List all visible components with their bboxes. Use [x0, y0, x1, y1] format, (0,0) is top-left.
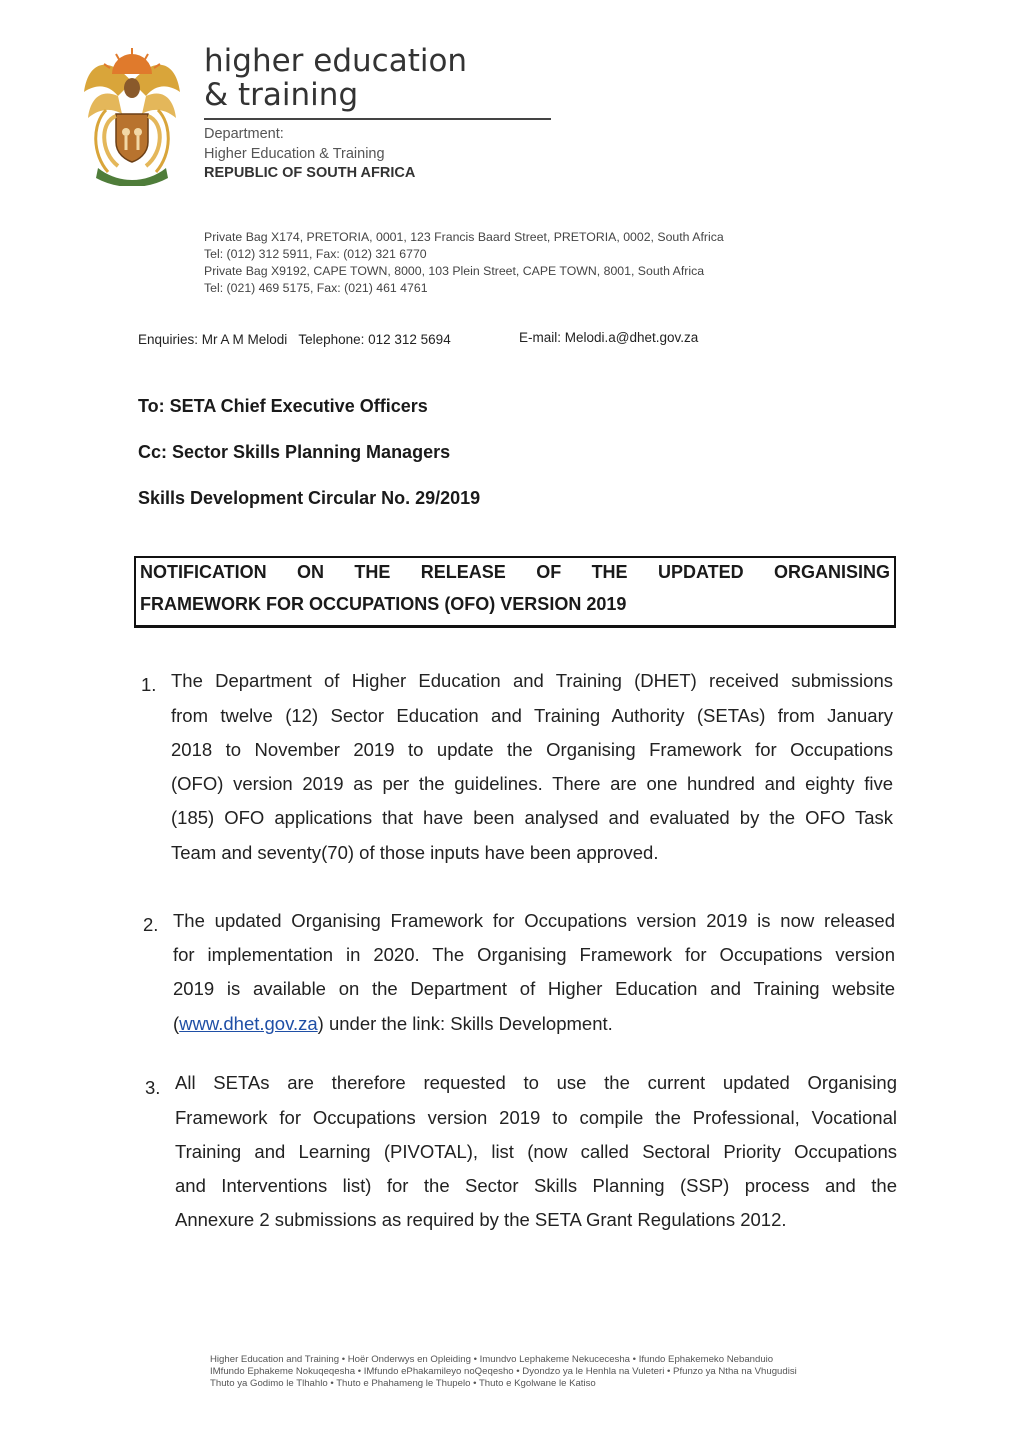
- department-title-line1: higher education: [204, 43, 468, 79]
- footer-line: Thuto ya Godimo le Tlhahlo • Thuto e Phahameng le Thupelo • Thuto e Kgolwane le Katiso: [210, 1378, 596, 1389]
- recipient-to: To: SETA Chief Executive Officers: [138, 396, 428, 416]
- department-name: Higher Education & Training: [204, 146, 385, 162]
- circular-number: Skills Development Circular No. 29/2019: [138, 488, 481, 508]
- paragraph-number: 2.: [143, 914, 159, 935]
- contact-email: E-mail: Melodi.a@dhet.gov.za: [519, 330, 699, 345]
- footer-line: Higher Education and Training • Hoër Onderwys en Opleiding • Imundvo Lephakeme Nekucecesha • Ifundo Ephakemeko Nebanduio: [210, 1354, 774, 1365]
- department-label: Department:: [204, 126, 284, 142]
- coat-of-arms-icon: [78, 44, 186, 186]
- paragraph-line: Annexure 2 submissions as required by the SETA Grant Regulations 2012.: [175, 1209, 787, 1230]
- notification-title-line1: NOTIFICATION ON THE RELEASE OF THE UPDATED ORGANISING: [140, 562, 890, 582]
- title-divider: [204, 118, 551, 120]
- paragraph-line: All SETAs are therefore requested to use the current updated Organising: [175, 1072, 897, 1093]
- link-trailing-text: ) under the link: Skills Development.: [317, 1013, 613, 1034]
- footer-languages: [210, 1354, 866, 1390]
- paragraph-line: [173, 1013, 613, 1035]
- paragraph-line: Framework for Occupations version 2019 to compile the Professional, Vocational: [175, 1107, 897, 1128]
- enquiries-contact: Enquiries: Mr A M Melodi Telephone: 012 312 5694: [138, 332, 451, 347]
- paragraph-line: The updated Organising Framework for Occupations version 2019 is now released: [173, 910, 895, 931]
- dhet-website-link[interactable]: www.dhet.gov.za: [179, 1013, 318, 1034]
- footer-line: IMfundo Ephakeme Nokuqeqesha • IMfundo ePhakamileyo noQeqesho • Dyondzo ya le Henhla na Vuleteri • Pfunzo ya Ntha na Vhugudisi: [210, 1366, 797, 1377]
- recipient-cc: Cc: Sector Skills Planning Managers: [138, 442, 451, 462]
- paragraph-line: for implementation in 2020. The Organising Framework for Occupations version: [173, 944, 895, 965]
- paragraph-line: Team and seventy(70) of those inputs have been approved.: [171, 842, 659, 863]
- address-line: Private Bag X9192, CAPE TOWN, 8000, 103 Plein Street, CAPE TOWN, 8001, South Africa: [204, 264, 705, 278]
- link-open-paren: (: [173, 1013, 180, 1034]
- address-line: Tel: (021) 469 5175, Fax: (021) 461 4761: [204, 281, 428, 295]
- paragraph-line: and Interventions list) for the Sector Skills Planning (SSP) process and the: [175, 1175, 897, 1196]
- paragraph-line: 2018 to November 2019 to update the Organising Framework for Occupations: [171, 739, 893, 760]
- paragraph-line: The Department of Higher Education and Training (DHET) received submissions: [171, 670, 893, 691]
- paragraph-line: (185) OFO applications that have been analysed and evaluated by the OFO Task: [171, 807, 893, 828]
- country-name: REPUBLIC OF SOUTH AFRICA: [204, 165, 416, 181]
- address-line: Private Bag X174, PRETORIA, 0001, 123 Francis Baard Street, PRETORIA, 0002, South Africa: [204, 230, 724, 244]
- paragraph-line: (OFO) version 2019 as per the guidelines. There are one hundred and eighty five: [171, 773, 893, 794]
- department-title-line2: & training: [204, 77, 359, 113]
- paragraph-number: 3.: [145, 1077, 161, 1098]
- paragraph-line: from twelve (12) Sector Education and Training Authority (SETAs) from January: [171, 705, 893, 726]
- paragraph-line: 2019 is available on the Department of Higher Education and Training website: [173, 978, 895, 999]
- paragraph-number: 1.: [141, 674, 157, 695]
- paragraph-line: Training and Learning (PIVOTAL), list (now called Sectoral Priority Occupations: [175, 1141, 897, 1162]
- address-line: Tel: (012) 312 5911, Fax: (012) 321 6770: [204, 247, 427, 261]
- notification-title-line2: FRAMEWORK FOR OCCUPATIONS (OFO) VERSION 2019: [140, 594, 627, 614]
